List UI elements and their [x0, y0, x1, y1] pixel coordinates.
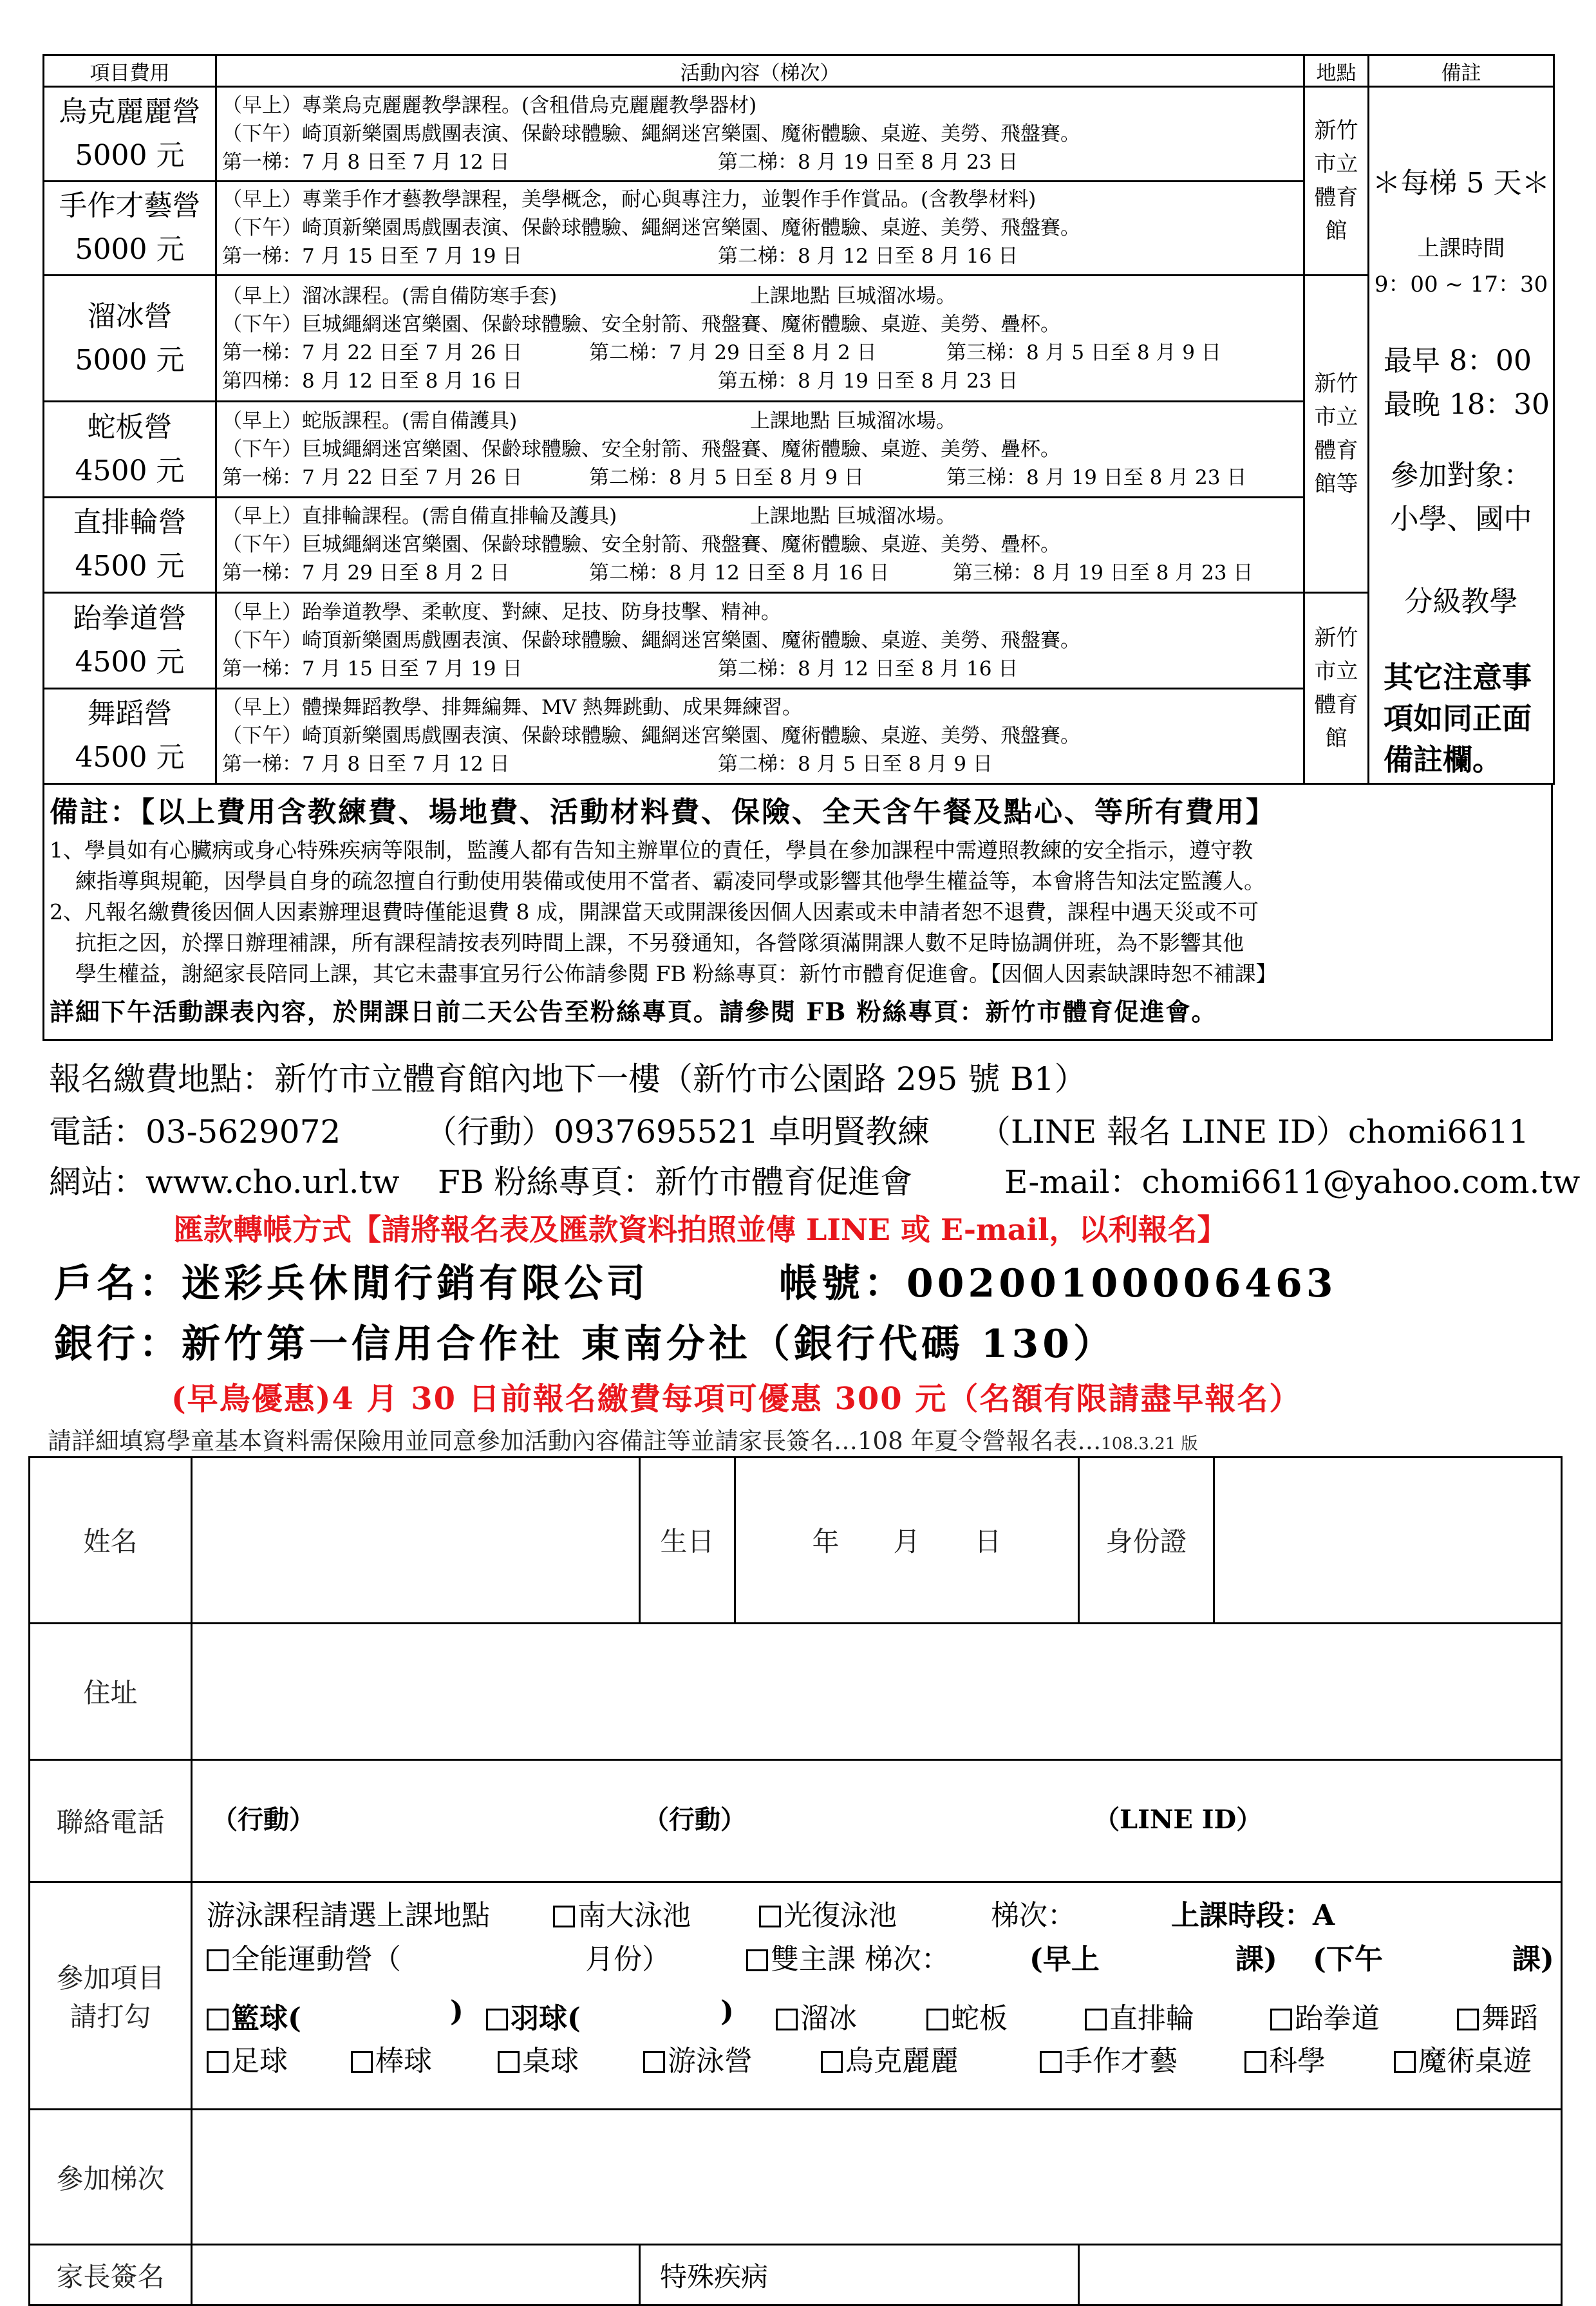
note-2-cont: 學生權益，謝絕家長陪同上課，其它未盡事宜另行公佈請參閱 FB 粉絲專頁：新竹市體育促進會。【因個人因素缺課時恕不補課】 — [75, 961, 1277, 986]
morning-line: （早上）跆拳道教學、柔軟度、對練、足技、防身技擊、精神。 — [222, 600, 781, 624]
course-name-cell — [44, 402, 216, 497]
course-price: 5000 元 — [75, 138, 185, 172]
session: 第三梯：8 月 19 日至 8 月 23 日 — [946, 466, 1247, 490]
course-name: 蛇板營 — [87, 411, 173, 444]
mobile-2-label: （行動） — [643, 1804, 746, 1835]
form-row-items — [30, 1882, 1562, 2110]
session-label: 梯次： — [991, 1898, 1076, 1932]
option-magic-boardgame[interactable] — [1394, 2038, 1532, 2079]
session: 第三梯：8 月 19 日至 8 月 23 日 — [953, 561, 1253, 585]
form-row-signature — [30, 2245, 1562, 2305]
morning-line: （早上）專業手作才藝教學課程，美學概念，耐心與專注力，並製作手作賞品。(含教學材料) — [222, 188, 1037, 212]
session: 第一梯：7 月 15 日至 7 月 19 日 — [222, 245, 523, 268]
course-name: 直排輪營 — [73, 506, 187, 539]
course-name: 烏克麗麗營 — [59, 95, 201, 128]
mobile-contact: （行動）0937695521 卓明賢教練 — [425, 1113, 930, 1150]
session: 第三梯：8 月 5 日至 8 月 9 日 — [946, 341, 1221, 364]
header-item-fee: 項目費用 — [44, 55, 216, 87]
course-name: 舞蹈營 — [87, 697, 173, 731]
session: 第一梯：7 月 22 日至 7 月 26 日 — [222, 341, 523, 364]
checkbox[interactable] — [1270, 2009, 1292, 2030]
afternoon-line: （下午）崎頂新樂園馬戲團表演、保齡球體驗、繩網迷宮樂園、魔術體驗、桌遊、美勞、飛盤賽。 — [222, 216, 1080, 240]
option-label: 蛇板 — [951, 2001, 1008, 2035]
location-line: 新竹 — [1314, 625, 1358, 651]
bank-info: 銀行：新竹第一信用合作社 東南分社（銀行代碼 130） — [54, 1322, 1116, 1367]
location-cell — [1304, 593, 1369, 784]
option-label: 溜冰 — [800, 2001, 857, 2035]
fb-page: FB 粉絲專頁：新竹市體育促進會 — [438, 1163, 913, 1201]
option-guangfu-pool[interactable] — [759, 1892, 897, 1933]
checkbox[interactable] — [1244, 2051, 1266, 2073]
morning-line: （早上）體操舞蹈教學、排舞編舞、MV 熱舞跳動、成果舞練習。 — [222, 696, 802, 720]
form-row-name — [30, 1458, 1562, 1624]
level-note: 分級教學 — [1404, 585, 1518, 619]
version-label: 108.3.21 版 — [1101, 1434, 1198, 1454]
checkbox[interactable] — [498, 2051, 520, 2073]
option-label: 桌球 — [522, 2044, 579, 2077]
sessions-line — [222, 464, 1303, 492]
option-double-main[interactable] — [746, 1936, 950, 1977]
form-row-session — [30, 2110, 1562, 2245]
course-name-cell — [44, 181, 216, 275]
class-time: 9：00 ~ 17：30 — [1374, 272, 1548, 298]
course-price: 4500 元 — [75, 741, 185, 774]
remarks-cell — [1369, 87, 1554, 784]
payment-method: 匯款轉帳方式【請將報名表及匯款資料拍照並傳 LINE 或 E-mail，以利報名】 — [174, 1212, 1227, 1247]
option-skating[interactable] — [776, 1995, 857, 2036]
option-dance[interactable] — [1457, 1995, 1538, 2036]
other-note-1: 其它注意事 — [1384, 660, 1532, 695]
location-line: 館等 — [1314, 471, 1358, 498]
target-label: 參加對象： — [1390, 459, 1532, 492]
checkbox[interactable] — [759, 1906, 781, 1927]
option-label: 雙主課 梯次： — [771, 1942, 950, 1976]
form-row-address — [30, 1623, 1562, 1759]
registration-form — [28, 1456, 1563, 2306]
option-taekwondo[interactable] — [1270, 1995, 1380, 2036]
morning-text: （早上）直排輪課程。(需自備直排輪及護具) — [222, 505, 617, 529]
phone: 電話：03-5629072 — [49, 1113, 341, 1150]
option-label: 舞蹈 — [1481, 2001, 1538, 2035]
checkbox[interactable] — [926, 2009, 948, 2030]
class-label: 課) — [1235, 1942, 1277, 1976]
paren-close: ) — [720, 1994, 734, 2028]
checkbox[interactable] — [1040, 2051, 1062, 2073]
early-bird-offer: (早鳥優惠)4 月 30 日前報名繳費每項可優惠 300 元（名額有限請盡早報名） — [171, 1381, 1302, 1417]
option-baseball[interactable] — [351, 2038, 432, 2079]
per-session-note: ＊每梯 5 天＊ — [1372, 167, 1550, 200]
afternoon-label: (下午 — [1313, 1942, 1383, 1976]
class-time-label: 上課時間 — [1417, 236, 1505, 262]
sessions-line — [222, 655, 1303, 683]
header-remarks: 備註 — [1369, 55, 1554, 87]
afternoon-line: （下午）巨城繩網迷宮樂園、保齡球體驗、安全射箭、飛盤賽、魔術體驗、桌遊、美勞、疊杯。 — [222, 533, 1060, 557]
session: 第二梯：8 月 12 日至 8 月 16 日 — [718, 245, 1019, 268]
other-note-2: 項如同正面 — [1384, 701, 1532, 736]
option-inline-skate[interactable] — [1085, 1995, 1194, 2036]
afternoon-line: （下午）崎頂新樂園馬戲團表演、保齡球體驗、繩網迷宮樂園、魔術體驗、桌遊、美勞、飛盤賽。 — [222, 724, 1080, 748]
items-options — [192, 1882, 1562, 2110]
notes-header: 備註：【以上費用含教練費、場地費、活動材料費、保險、全天含午餐及點心、等所有費用】 — [50, 796, 1276, 829]
id-label: 身份證 — [1079, 1458, 1214, 1624]
option-label: 魔術桌遊 — [1418, 2044, 1532, 2077]
session: 第四梯：8 月 12 日至 8 月 16 日 — [222, 369, 523, 393]
sessions-line — [222, 242, 1303, 270]
earliest-time: 最早 8：00 — [1384, 344, 1532, 378]
option-soccer[interactable] — [207, 2038, 288, 2079]
morning-label: (早上 — [1029, 1942, 1100, 1976]
parent-sign-field[interactable] — [192, 2245, 640, 2305]
header-content: 活動內容（梯次） — [216, 55, 1304, 87]
session: 第二梯：8 月 19 日至 8 月 23 日 — [718, 150, 1019, 174]
course-price: 4500 元 — [75, 645, 185, 679]
session-row-label: 參加梯次 — [30, 2110, 192, 2245]
option-label: 直排輪 — [1109, 2001, 1194, 2035]
course-content — [216, 402, 1304, 497]
course-name-cell — [44, 688, 216, 783]
course-price: 5000 元 — [75, 343, 185, 377]
location-line: 館 — [1325, 726, 1347, 752]
sessions-line — [222, 559, 1303, 587]
option-label: 跆拳道 — [1295, 2001, 1380, 2035]
course-content — [216, 275, 1304, 402]
name-label: 姓名 — [30, 1458, 192, 1624]
line-id-label: （LINE ID） — [1094, 1804, 1263, 1835]
course-name: 手作才藝營 — [59, 189, 201, 223]
birthday-label: 生日 — [640, 1458, 735, 1624]
address-field[interactable] — [192, 1623, 1562, 1759]
phone-label: 聯絡電話 — [30, 1759, 192, 1882]
items-label-line: 請打勾 — [70, 2000, 151, 2032]
option-label: 科學 — [1269, 2044, 1326, 2077]
checkbox[interactable] — [1457, 2009, 1479, 2030]
header-location: 地點 — [1304, 55, 1369, 87]
option-label: 棒球 — [375, 2044, 432, 2077]
session-field[interactable] — [192, 2110, 1562, 2245]
account-name: 戶名：迷彩兵休閒行銷有限公司 — [54, 1261, 649, 1306]
option-table-tennis[interactable] — [498, 2038, 579, 2079]
id-field[interactable] — [1214, 1458, 1562, 1624]
option-basketball[interactable] — [207, 1995, 301, 2036]
afternoon-line: （下午）巨城繩網迷宮樂園、保齡球體驗、安全射箭、飛盤賽、魔術體驗、桌遊、美勞、疊杯。 — [222, 312, 1060, 336]
instruction-text: 請詳細填寫學童基本資料需保險用並同意參加活動內容備註等並請家長簽名…108 年夏令營報名表… — [48, 1427, 1102, 1455]
course-name: 溜冰營 — [87, 299, 173, 333]
option-craft[interactable] — [1040, 2038, 1178, 2079]
morning-line — [222, 502, 1303, 530]
option-nanda-pool[interactable] — [553, 1892, 691, 1933]
afternoon-line: （下午）崎頂新樂園馬戲團表演、保齡球體驗、繩網迷宮樂園、魔術體驗、桌遊、美勞、飛盤賽。 — [222, 122, 1080, 145]
checkbox[interactable] — [207, 2051, 229, 2073]
email-link[interactable]: E-mail：chomi6611@yahoo.com.tw — [1004, 1163, 1581, 1201]
note-1: 1、學員如有心臟病或身心特殊疾病等限制，監護人都有告知主辦單位的責任，學員在參加課程中需遵照教練的安全指示，遵守教 — [50, 838, 1253, 863]
disease-label: 特殊疾病 — [640, 2245, 1079, 2305]
session: 第二梯：8 月 12 日至 8 月 16 日 — [589, 561, 890, 585]
month-suffix: 月份） — [585, 1942, 670, 1976]
latest-time: 最晚 18：30 — [1384, 388, 1550, 422]
morning-text: （早上）蛇版課程。(需自備護具) — [222, 409, 518, 433]
checkbox[interactable] — [746, 1949, 768, 1971]
morning-line: （早上）專業烏克麗麗教學課程。(含租借烏克麗麗教學器材) — [222, 93, 757, 117]
course-price: 5000 元 — [75, 233, 185, 267]
option-label: 烏克麗麗 — [845, 2044, 959, 2077]
morning-text: （早上）溜冰課程。(需自備防寒手套) — [222, 284, 558, 308]
line-id: （LINE 報名 LINE ID）chomi6611 — [979, 1113, 1529, 1150]
target-audience: 小學、國中 — [1390, 503, 1532, 536]
session: 第一梯：7 月 22 日至 7 月 26 日 — [222, 466, 523, 490]
sessions-line — [222, 750, 1303, 778]
course-content — [216, 497, 1304, 592]
note-2-cont: 抗拒之因，於擇日辦理補課，所有課程請按表列時間上課，不另發通知，各營隊須滿開課人數不足時協調併班，為不影響其他 — [75, 930, 1244, 955]
checkbox[interactable] — [351, 2051, 373, 2073]
location-line: 體育 — [1314, 438, 1358, 464]
course-content — [216, 181, 1304, 275]
form-row-phone — [30, 1759, 1562, 1882]
course-row — [44, 275, 1554, 402]
option-label: 羽球( — [511, 2001, 581, 2035]
course-content — [216, 87, 1304, 181]
afternoon-line: （下午）巨城繩網迷宮樂園、保齡球體驗、安全射箭、飛盤賽、魔術體驗、桌遊、美勞、疊杯。 — [222, 438, 1060, 462]
session: 第二梯：8 月 5 日至 8 月 9 日 — [718, 753, 993, 776]
checkbox[interactable] — [207, 2009, 229, 2030]
course-price: 4500 元 — [75, 550, 185, 583]
session: 第二梯：7 月 29 日至 8 月 2 日 — [589, 341, 877, 364]
option-label: 全能運動營（ — [231, 1942, 401, 1976]
form-instruction — [48, 1421, 1197, 1456]
session: 第一梯：7 月 8 日至 7 月 12 日 — [222, 753, 510, 776]
option-snakeboard[interactable] — [926, 1995, 1008, 2036]
course-price: 4500 元 — [75, 455, 185, 488]
course-row — [44, 593, 1554, 688]
venue-text: 上課地點 巨城溜冰場。 — [750, 505, 956, 529]
class-label: 課) — [1512, 1942, 1554, 1976]
option-badminton[interactable] — [486, 1995, 581, 2036]
option-label: 足球 — [231, 2044, 288, 2077]
paren-close: ) — [450, 1994, 464, 2028]
option-label: 游泳營 — [668, 2044, 753, 2077]
course-name: 跆拳道營 — [73, 601, 187, 635]
session: 第一梯：7 月 29 日至 8 月 2 日 — [222, 561, 510, 585]
checkbox[interactable] — [643, 2051, 665, 2073]
course-row — [44, 87, 1554, 181]
phone-field[interactable] — [192, 1759, 1562, 1882]
afternoon-line: （下午）崎頂新樂園馬戲團表演、保齡球體驗、繩網迷宮樂園、魔術體驗、桌遊、美勞、飛盤賽。 — [222, 628, 1080, 652]
session: 第一梯：7 月 15 日至 7 月 19 日 — [222, 657, 523, 680]
sessions-line — [222, 148, 1303, 176]
notes-footer: 詳細下午活動課表內容，於開課日前二天公告至粉絲專頁。請參閱 FB 粉絲專頁：新竹市體育促進會。 — [50, 997, 1217, 1026]
location-line: 館 — [1325, 218, 1347, 244]
option-label: 手作才藝 — [1064, 2044, 1178, 2077]
account-number: 帳號：00200100006463 — [779, 1261, 1337, 1306]
checkbox[interactable] — [207, 1949, 229, 1971]
location-line: 市立 — [1314, 151, 1358, 177]
venue-text: 上課地點 巨城溜冰場。 — [750, 409, 956, 433]
course-table-header — [44, 55, 1554, 87]
course-name-cell — [44, 593, 216, 688]
location-line: 市立 — [1314, 659, 1358, 685]
option-label: 光復泳池 — [784, 1898, 897, 1932]
venue-text: 上課地點 巨城溜冰場。 — [750, 284, 956, 308]
mobile-1-label: （行動） — [212, 1804, 315, 1835]
morning-line — [222, 407, 1303, 435]
option-swim-camp[interactable] — [643, 2038, 753, 2079]
course-table — [42, 54, 1555, 785]
option-ukulele[interactable] — [821, 2038, 959, 2079]
course-name-cell — [44, 497, 216, 592]
note-1-cont: 練指導與規範，因學員自身的疏忽擅自行動使用裝備或使用不當者、霸凌同學或影響其他學生權益等，本會將告知法定監護人。 — [75, 868, 1265, 894]
name-field[interactable] — [192, 1458, 640, 1624]
course-content — [216, 688, 1304, 783]
checkbox[interactable] — [553, 1906, 575, 1927]
location-line: 體育 — [1314, 185, 1358, 211]
slot-label: 上課時段：A — [1171, 1898, 1335, 1932]
course-name-cell — [44, 275, 216, 402]
session: 第五梯：8 月 19 日至 8 月 23 日 — [718, 369, 1019, 393]
swim-prompt: 游泳課程請選上課地點 — [207, 1898, 490, 1932]
location-line: 市立 — [1314, 404, 1358, 431]
sessions-line — [222, 367, 1303, 395]
notes-box — [42, 785, 1553, 1041]
session: 第二梯：8 月 5 日至 8 月 9 日 — [589, 466, 864, 490]
option-allround-camp[interactable] — [207, 1936, 401, 1977]
registration-address: 報名繳費地點：新竹市立體育館內地下一樓（新竹市公園路 295 號 B1） — [49, 1060, 1087, 1098]
location-line: 體育 — [1314, 692, 1358, 718]
location-line: 新竹 — [1314, 118, 1358, 144]
checkbox[interactable] — [1085, 2009, 1107, 2030]
disease-field[interactable] — [1079, 2245, 1562, 2305]
morning-line — [222, 282, 1303, 310]
session: 第二梯：8 月 12 日至 8 月 16 日 — [718, 657, 1019, 680]
other-note-3: 備註欄。 — [1384, 742, 1502, 778]
address-label: 住址 — [30, 1623, 192, 1759]
location-line: 新竹 — [1314, 371, 1358, 397]
option-label: 南大泳池 — [577, 1898, 691, 1932]
session: 第一梯：7 月 8 日至 7 月 12 日 — [222, 150, 510, 174]
checkbox[interactable] — [486, 2009, 508, 2030]
items-label — [30, 1882, 192, 2110]
option-science[interactable] — [1244, 2038, 1326, 2079]
note-2: 2、凡報名繳費後因個人因素辦理退費時僅能退費 8 成，開課當天或開課後因個人因素或未申請者恕不退費，課程中遇天災或不可 — [50, 899, 1259, 924]
checkbox[interactable] — [821, 2051, 843, 2073]
course-content — [216, 593, 1304, 688]
website-link[interactable]: 網站：www.cho.url.tw — [49, 1163, 400, 1201]
parent-sign-label: 家長簽名 — [30, 2245, 192, 2305]
checkbox[interactable] — [1394, 2051, 1416, 2073]
sessions-line — [222, 339, 1303, 367]
items-label-line: 參加項目 — [56, 1962, 165, 1994]
option-label: 籃球( — [231, 2001, 301, 2035]
course-name-cell — [44, 87, 216, 181]
location-cell — [1304, 275, 1369, 592]
checkbox[interactable] — [776, 2009, 798, 2030]
location-cell — [1304, 87, 1369, 276]
birthday-field[interactable]: 年 月 日 — [735, 1458, 1079, 1624]
